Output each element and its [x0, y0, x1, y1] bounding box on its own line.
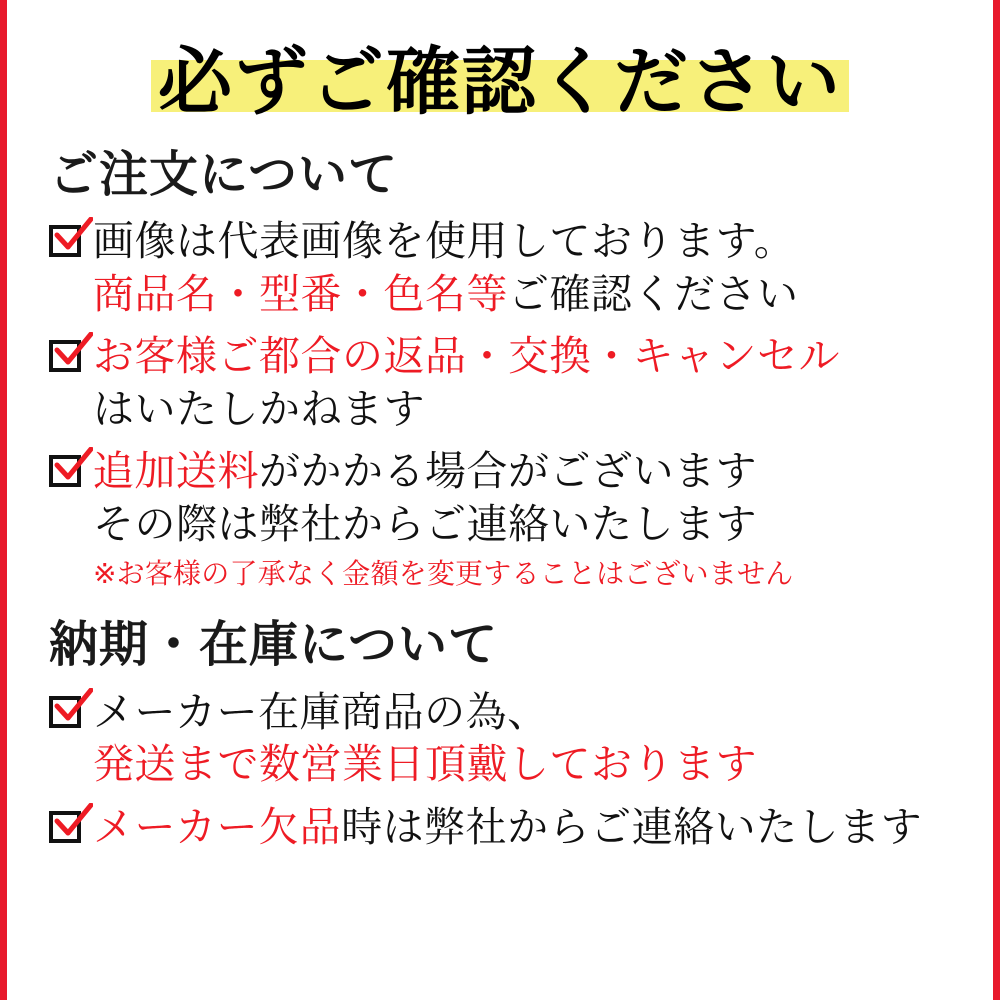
page-title-text: 必ずご確認ください: [158, 39, 842, 125]
list-item: [47, 445, 959, 550]
checkbox-checked-icon: [47, 807, 87, 847]
list-item-text: [93, 215, 959, 320]
list-item: [47, 686, 959, 791]
list-item-text: [93, 801, 959, 853]
list-line-red: メーカー欠品: [93, 802, 342, 851]
list-line: [93, 801, 959, 853]
list-line-black: がかかる場合がございます: [259, 447, 757, 496]
list-line: メーカー在庫商品の為、: [93, 687, 549, 736]
list-item-text: [93, 330, 959, 435]
notice-content: [7, 0, 993, 1000]
page-title: [41, 36, 959, 128]
list-line: 発送まで数営業日頂戴しております: [93, 740, 757, 789]
list-line: お客様ご都合の返品・交換・キャンセル: [93, 332, 840, 381]
list-item-text: [93, 445, 959, 550]
list-item: [47, 215, 959, 320]
list-line: はいたしかねます: [93, 384, 425, 433]
list-item-note: ※お客様の了承なく金額を変更することはございません: [93, 557, 794, 591]
checkbox-checked-icon: [47, 451, 87, 491]
list-item-text: [93, 686, 959, 791]
list-line-black: ご確認ください: [508, 269, 799, 318]
checkbox-checked-icon: [47, 336, 87, 376]
checkbox-checked-icon: [47, 221, 87, 261]
list-line-black: 時は弊社からご連絡いたします: [341, 802, 923, 851]
section-heading-orders: ご注文について: [49, 146, 399, 203]
list-line: 画像は代表画像を使用しております。: [93, 217, 796, 266]
list-item: [47, 330, 959, 435]
list-line-red: 追加送料: [93, 447, 259, 496]
checkbox-checked-icon: [47, 692, 87, 732]
list-line: [93, 445, 959, 497]
list-line: その際は弊社からご連絡いたします: [93, 499, 757, 548]
section-heading-delivery: 納期・在庫について: [49, 616, 499, 674]
list-line: [93, 268, 959, 320]
list-item: [47, 801, 959, 853]
list-line-red: 商品名・型番・色名等: [93, 269, 508, 318]
